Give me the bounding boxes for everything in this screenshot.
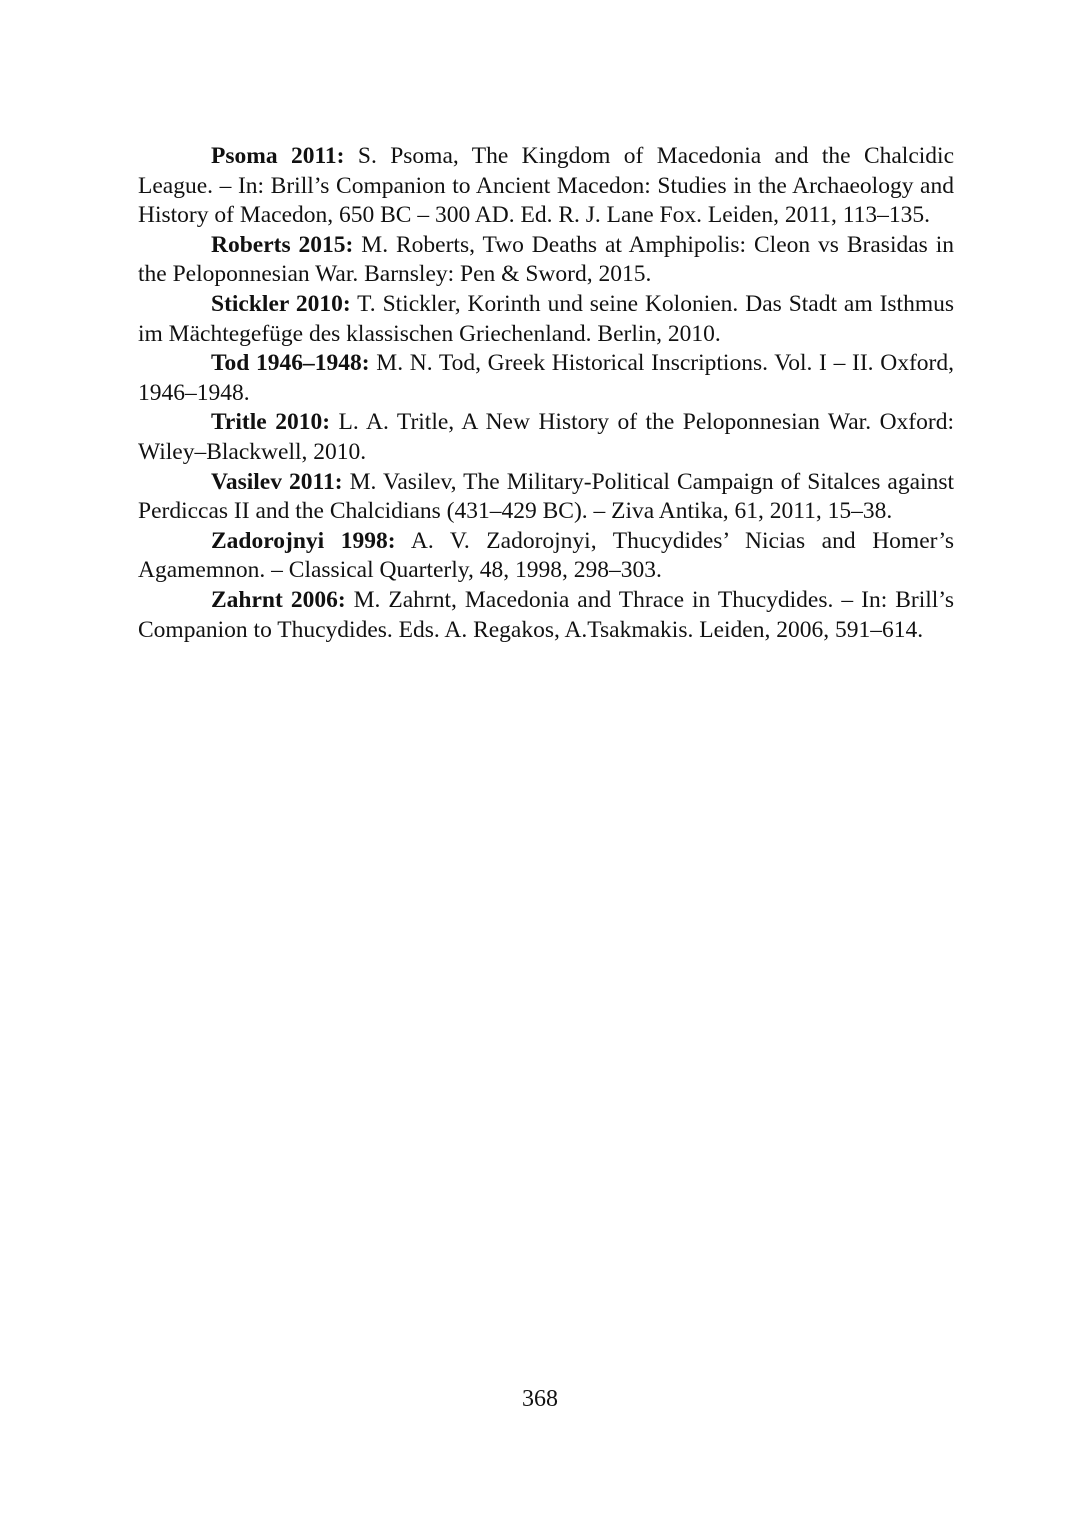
- entry-key: Stickler 2010:: [211, 290, 351, 317]
- entry-key: Psoma 2011:: [211, 143, 345, 169]
- bibliography-entry-roberts-2015: [138, 231, 954, 290]
- bibliography-entry-stickler-2010: [138, 290, 954, 349]
- entry-key: Tritle 2010:: [211, 409, 331, 436]
- bibliography-list: [138, 142, 954, 645]
- bibliography-entry-vasilev-2011: [138, 468, 954, 527]
- bibliography-entry-psoma-2011: [138, 142, 954, 231]
- bibliography-entry-tritle-2010: [138, 408, 954, 467]
- entry-text: T. Stickler, Korinth und seine Kolonien. Das Stadt am Isthmus im Mächtegefüge des klassischen Griechenland. Berlin, 2010.: [138, 290, 954, 347]
- entry-key: Zahrnt 2006:: [211, 586, 346, 613]
- entry-text: M. Vasilev, The Military-Political Campaign of Sitalces against Perdiccas II and the Chalcidians (431–429 BC). – Ziva Antika, 61, 2011, 15–38.: [138, 468, 955, 525]
- entry-text: A. V. Zadorojnyi, Thucydides’ Nicias and Homer’s Agamemnon. – Classical Quarterly, 48, 1998, 298–303.: [138, 527, 954, 584]
- entry-key: Tod 1946–1948:: [211, 350, 370, 377]
- entry-key: Roberts 2015:: [211, 231, 354, 258]
- entry-text: M. N. Tod, Greek Historical Inscriptions. Vol. I – II. Oxford, 1946–1948.: [138, 350, 954, 406]
- entry-text: L. A. Tritle, A New History of the Peloponnesian War. Oxford: Wiley–Blackwell, 2010.: [138, 409, 954, 465]
- page-number: 368: [522, 1386, 558, 1412]
- entry-key: Zadorojnyi 1998:: [211, 527, 396, 554]
- bibliography-entry-zadorojnyi-1998: [138, 527, 954, 586]
- entry-key: Vasilev 2011:: [211, 468, 343, 495]
- entry-text: M. Roberts, Two Deaths at Amphipolis: Cleon vs Brasidas in the Peloponnesian War. Barnsley: Pen & Sword, 2015.: [138, 231, 954, 288]
- entry-text: M. Zahrnt, Macedonia and Thrace in Thucydides. – In: Brill’s Companion to Thucydides. Eds. A. Regakos, A.Tsakmakis. Leiden, 2006, 591–614.: [138, 586, 954, 643]
- bibliography-entry-tod-1946-1948: [138, 349, 954, 408]
- entry-text: S. Psoma, The Kingdom of Macedonia and the Chalcidic League. – In: Brill’s Companion to Ancient Macedon: Studies in the Archaeology and History of Macedon, 650 BC – 300 AD. Ed. R. J. Lane Fox. Leiden, 2011, 113–135.: [138, 143, 954, 229]
- bibliography-entry-zahrnt-2006: [138, 586, 954, 645]
